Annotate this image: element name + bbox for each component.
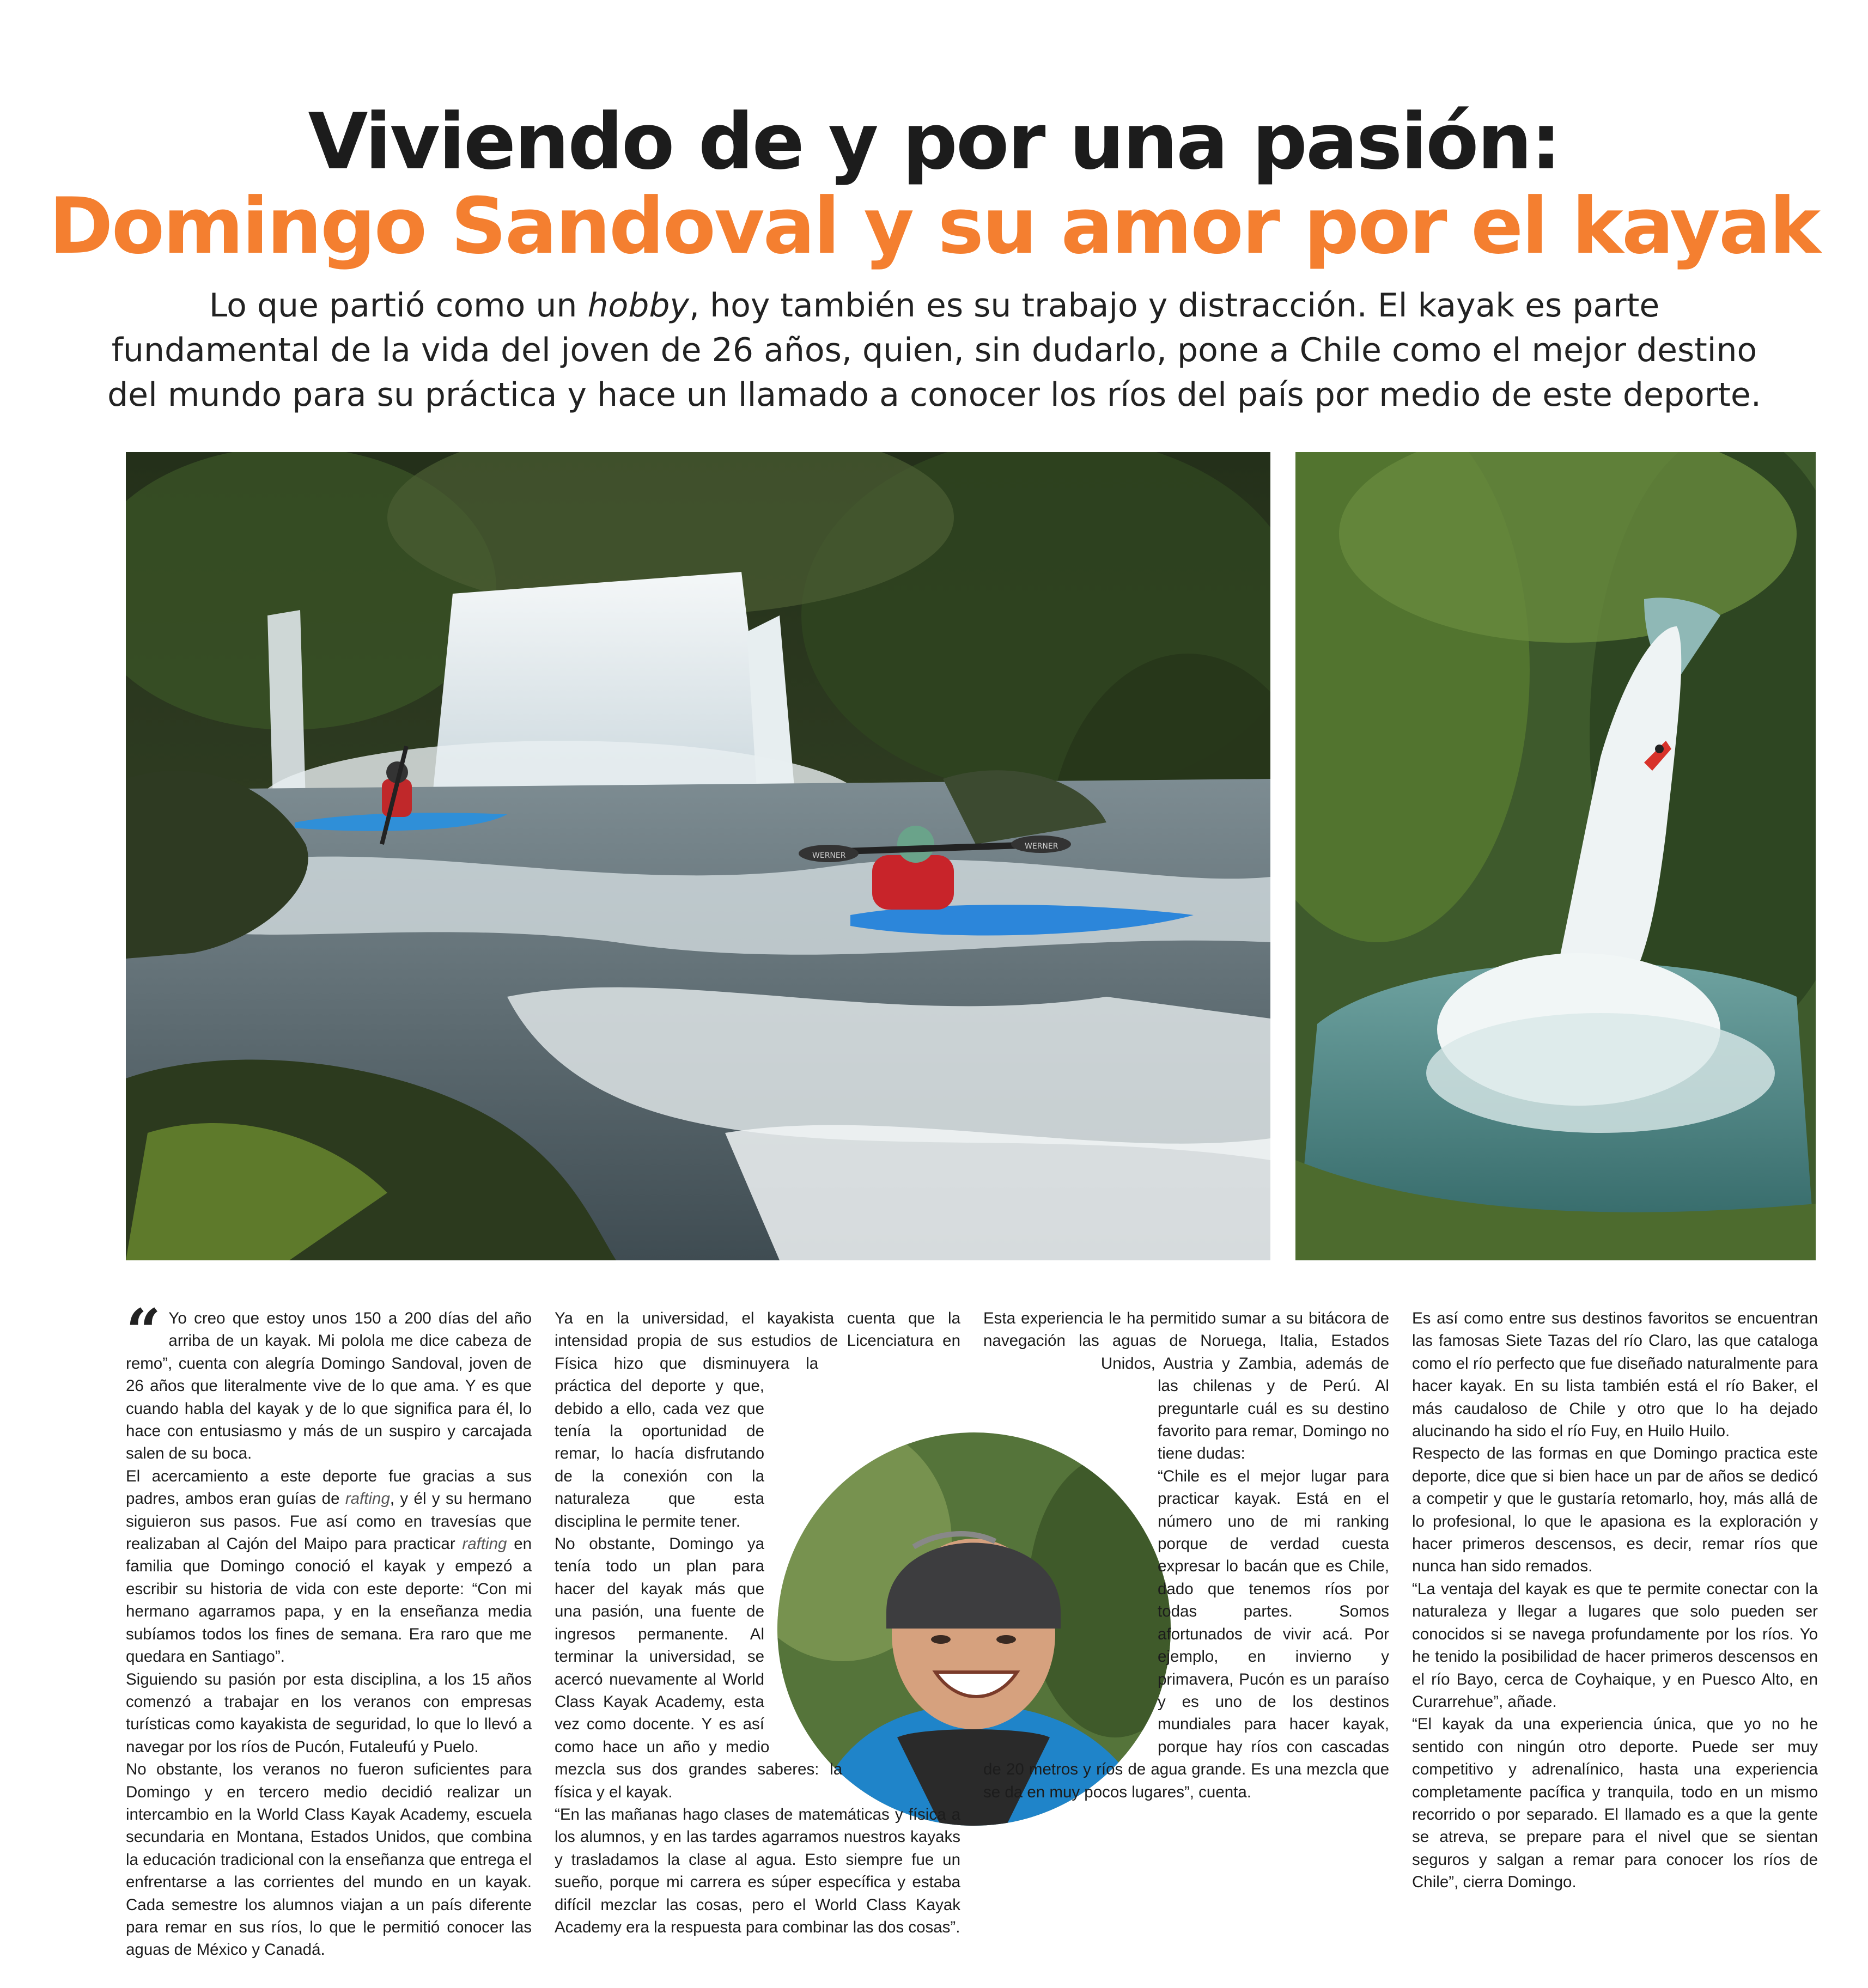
paragraph-9: “Chile es el mejor lugar para practicar kayak. Está en el número uno de mi ranking porque de verdad cuesta expresar lo bacán que es Chile, dado que tenemos ríos por todas partes. Somos afortunados de vivir acá. Por ejemplo, en invierno y primavera, Pucón es un paraíso y es uno de los destinos mundiales para hacer kayak, porque hay ríos con cascadas de 20 metros y ríos de agua grande. Es una mezcla que se da en muy pocos lugares”, cuenta. — [983, 1467, 1389, 1801]
opening-quote-mark: “ — [126, 1307, 161, 1368]
paragraph-8: Esta experiencia le ha permitido sumar a su bitácora de navegación las aguas de Noruega, Italia, Estados Unidos, Austria y Zambia, además de las chilenas y de Perú. Al preguntarle cuál es su destino favorito para remar, Domingo no tiene dudas: — [983, 1309, 1389, 1463]
paragraph-13: “El kayak da una experiencia única, que yo no he sentido con ningún otro deporte. Puede ser muy competitivo y adrenalínico, hasta una experiencia completamente pacífica y tranquila, todo en un mismo recorrido o por separado. El llamado es a que la gente se atreva, se prepare para el nivel que se sientan seguros y salgan a remar para conocer los ríos de Chile”, cierra Domingo. — [1412, 1715, 1818, 1892]
paragraph-3: Siguiendo su pasión por esta disciplina, a los 15 años comenzó a trabajar en los veranos con empresas turísticas como kayakista de seguridad, lo que lo llevó a navegar por los ríos de Pucón, Futaleufú y Puelo. — [126, 1670, 532, 1756]
article-column-2 — [555, 1307, 960, 1961]
side-photo — [1295, 452, 1816, 1260]
paragraph-6: No obstante, Domingo ya tenía todo un plan para hacer del kayak más que una pasión, una fuente de ingresos permanente. Al terminar la universidad, se acercó nuevamente al World Class Kayak Academy, esta vez como docente. Y es así como hace un año y medio mezcla sus dos grandes saberes: la física y el kayak. — [555, 1535, 843, 1801]
rafting-word-2: rafting — [462, 1535, 507, 1553]
article-column-4 — [1412, 1307, 1818, 1961]
headline-line-2: Domingo Sandoval y su amor por el kayak — [48, 181, 1820, 271]
paragraph-2 — [126, 1465, 532, 1668]
lead-hobby-word: hobby — [587, 286, 689, 325]
main-photo — [126, 452, 1270, 1260]
paragraph-5: Ya en la universidad, el kayakista cuenta que la intensidad propia de sus estudios de Licenciatura en Física hizo que disminuyera la práctica del deporte y que, debido a ello, cada vez que tenía la oportunidad de remar, lo hacía disfrutando de la conexión con la naturaleza que esta disciplina le permite tener. — [555, 1309, 960, 1530]
paragraph-7: “En las mañanas hago clases de matemáticas y física a los alumnos, y en las tardes agarramos nuestros kayaks y trasladamos la clase al agua. Esto siempre fue un sueño, porque mi carrera es súper específica y estaba difícil mezclar las cosas, pero el World Class Kayak Academy era la respuesta para combinar las dos cosas”. — [555, 1805, 960, 1936]
paddle-brand-left: WERNER — [812, 851, 846, 860]
paragraph-2-part-c: en familia que Domingo conoció el kayak y empezó a escribir su historia de vida con este deporte: “Con mi hermano agarramos papa, y en la enseñanza media subíamos todos los fines de semana. Era raro que me quedara en Santiago”. — [126, 1535, 532, 1666]
paragraph-2-part-b: , y él y su hermano siguieron sus pasos. Fue así como en travesías que realizaban al Cajón del Maipo para practicar — [126, 1490, 532, 1553]
paragraph-2-part-a: El acercamiento a este deporte fue gracias a sus padres, ambos eran guías de — [126, 1467, 532, 1508]
lead-part-1: Lo que partió como un — [209, 286, 588, 325]
paragraph-12: “La ventaja del kayak es que te permite conectar con la naturaleza y llegar a lugares que solo pueden ser conocidos si se navega profundamente por los ríos. Yo he tenido la posibilidad de hacer primeros descensos en el río Bayo, cerca de Coyhaique, y en Puesco Alto, en Curarrehue”, añade. — [1412, 1580, 1818, 1711]
headline-line-1: Viviendo de y por una pasión: — [308, 97, 1560, 187]
rafting-word-1: rafting — [345, 1490, 390, 1508]
main-photo-illustration — [126, 452, 1270, 1260]
side-photo-illustration — [1295, 452, 1816, 1260]
paddle-brand-right: WERNER — [1025, 842, 1058, 851]
paragraph-4: No obstante, los veranos no fueron suficientes para Domingo y en tercero medio decidió realizar un intercambio en la World Class Kayak Academy, escuela secundaria en Montana, Estados Unidos, que combina la educación tradicional con la enseñanza que entrega el enfrentarse a las corrientes del mundo en un kayak. Cada semestre los alumnos viajan a un país diferente para remar en sus ríos, lo que le permitió conocer las aguas de México y Canadá. — [126, 1760, 532, 1959]
article-column-1 — [126, 1307, 532, 1961]
paragraph-1: Yo creo que estoy unos 150 a 200 días del año arriba de un kayak. Mi polola me dice cabeza de remo”, cuenta con alegría Domingo Sandoval, joven de 26 años que literalmente vive de lo que ama. Y es que cuando habla del kayak y de lo que significa para él, lo hace con entusiasmo y más de un suspiro y carcajada salen de su boca. — [126, 1309, 532, 1463]
lead-paragraph — [104, 283, 1765, 417]
paragraph-10: Es así como entre sus destinos favoritos se encuentran las famosas Siete Tazas del río Claro, las que cataloga como el río perfecto que fue diseñado naturalmente para hacer kayak. En su lista también está el río Baker, el más caudaloso de Chile y otro que lo ha dejado alucinando ha sido el río Fuy, en Huilo Huilo. — [1412, 1309, 1818, 1441]
article-column-3 — [983, 1307, 1389, 1961]
paragraph-11: Respecto de las formas en que Domingo practica este deporte, dice que si bien hace un par de años se dedicó a competir y que le gustaría retomarlo, hoy, más allá de lo profesional, lo que le apasiona es la exploración y hacer primeros descensos, es decir, remar ríos que nunca han sido remados. — [1412, 1444, 1818, 1576]
lead-part-2: , hoy también es su trabajo y distracción. El kayak es parte fundamental de la vida del joven de 26 años, quien, sin dudarlo, pone a Chile como el mejor destino del mundo para su práctica y hace un llamado a conocer los ríos del país por medio de este deporte. — [107, 286, 1761, 414]
